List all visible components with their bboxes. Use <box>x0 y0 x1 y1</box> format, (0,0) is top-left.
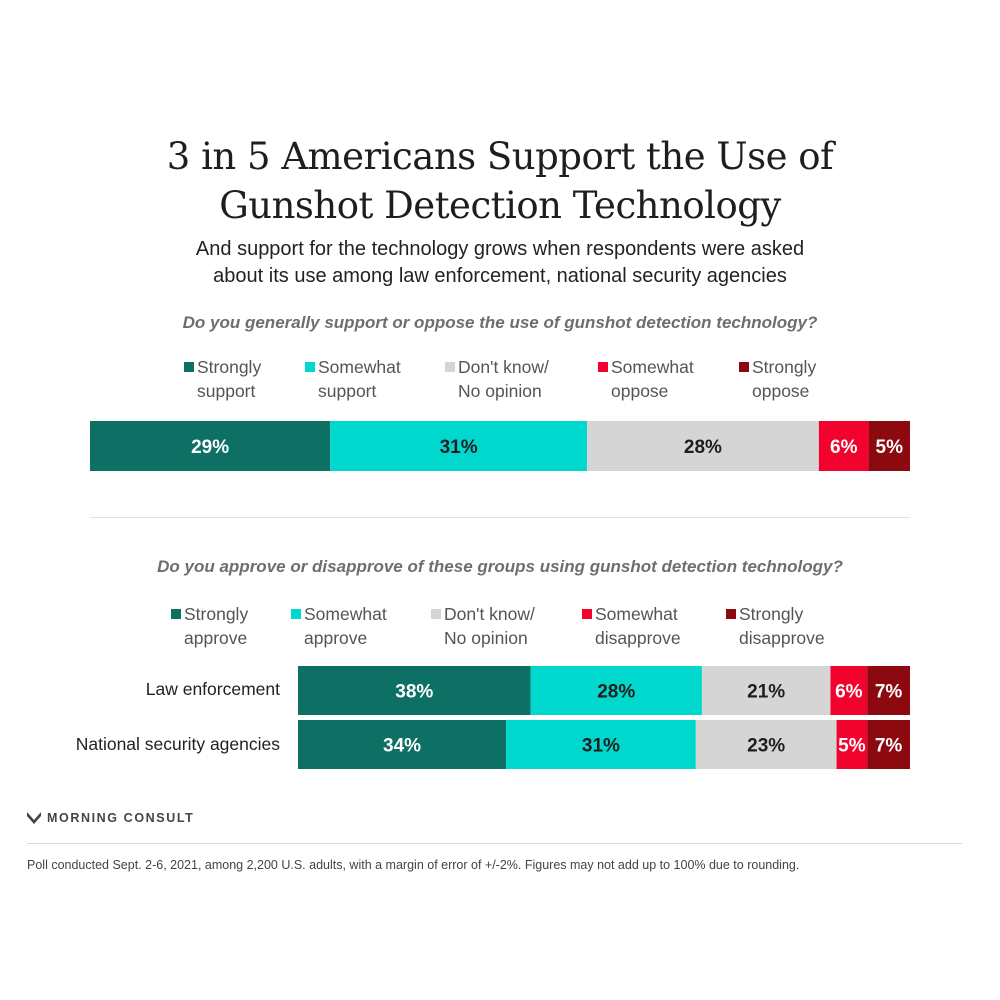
legend-swatch <box>431 609 441 619</box>
legend-swatch <box>291 609 301 619</box>
legend-item-somewhat-approve <box>291 602 387 650</box>
legend-item-strongly-disapprove <box>726 602 825 650</box>
data-label-overall-1: 31% <box>439 437 478 458</box>
legend-label-line2: support <box>197 381 256 401</box>
data-label-overall-2: 28% <box>683 437 722 458</box>
legend-label-line1: Somewhat <box>318 357 401 377</box>
data-label-overall-4: 5% <box>875 437 904 458</box>
legend-label-line1: Somewhat <box>595 604 678 624</box>
legend-swatch <box>726 609 736 619</box>
legend-label-line1: Strongly <box>739 604 804 624</box>
row-label-law-enforcement: Law enforcement <box>145 679 280 699</box>
data-label-national-security-4: 7% <box>874 735 903 757</box>
legend-label-line2: approve <box>184 628 248 648</box>
legend-label-line2: oppose <box>611 381 669 401</box>
legend-item-don-t-know-no-opinion <box>431 602 535 650</box>
data-label-national-security-0: 34% <box>383 735 422 757</box>
data-label-national-security-1: 31% <box>581 735 620 757</box>
brand-name: MORNING CONSULT <box>47 811 195 825</box>
legend-label-line2: approve <box>304 628 368 648</box>
footnote: Poll conducted Sept. 2-6, 2021, among 2,200 U.S. adults, with a margin of error of +/-2%. Figures may not add up to 100% due to rounding. <box>27 858 800 872</box>
legend-item-somewhat-disapprove <box>582 602 681 650</box>
legend-label-line1: Somewhat <box>304 604 387 624</box>
legend-label-line1: Strongly <box>197 357 262 377</box>
data-label-law-enforcement-2: 21% <box>747 681 786 703</box>
data-label-national-security-2: 23% <box>747 735 786 757</box>
data-label-law-enforcement-4: 7% <box>874 681 903 703</box>
data-label-overall-3: 6% <box>830 437 858 458</box>
legend-label-line2: No opinion <box>444 628 528 648</box>
brand-logo <box>27 810 194 826</box>
legend-label-line1: Strongly <box>752 357 817 377</box>
legend-label-line1: Don't know/ <box>444 604 535 624</box>
footer-rule <box>27 843 962 844</box>
legend-label-line2: support <box>318 381 377 401</box>
row-label-national-security: National security agencies <box>75 734 280 754</box>
legend-label-line1: Somewhat <box>611 357 694 377</box>
data-label-law-enforcement-1: 28% <box>597 681 636 703</box>
question-2: Do you approve or disapprove of these groups using gunshot detection technology? <box>157 557 843 576</box>
legend-label-line1: Strongly <box>184 604 249 624</box>
title-line-1: 3 in 5 Americans Support the Use of <box>166 135 834 178</box>
data-label-law-enforcement-3: 6% <box>835 681 863 703</box>
legend-swatch <box>171 609 181 619</box>
question-1: Do you generally support or oppose the use of gunshot detection technology? <box>182 313 818 332</box>
subtitle-line-2: about its use among law enforcement, national security agencies <box>213 265 787 287</box>
data-label-national-security-3: 5% <box>838 735 866 757</box>
section-divider <box>90 517 910 518</box>
legend-label-line1: Don't know/ <box>458 357 549 377</box>
legend-item-strongly-approve <box>171 602 248 650</box>
legend-label-line2: No opinion <box>458 381 542 401</box>
data-label-overall-0: 29% <box>191 437 230 458</box>
morning-consult-icon <box>27 812 41 824</box>
legend-swatch <box>582 609 592 619</box>
subtitle-line-1: And support for the technology grows when respondents were asked <box>195 238 805 260</box>
title-line-2: Gunshot Detection Technology <box>219 184 781 227</box>
legend-label-line2: disapprove <box>595 628 681 648</box>
legend-label-line2: disapprove <box>739 628 825 648</box>
legend-label-line2: oppose <box>752 381 810 401</box>
data-label-law-enforcement-0: 38% <box>395 681 434 703</box>
